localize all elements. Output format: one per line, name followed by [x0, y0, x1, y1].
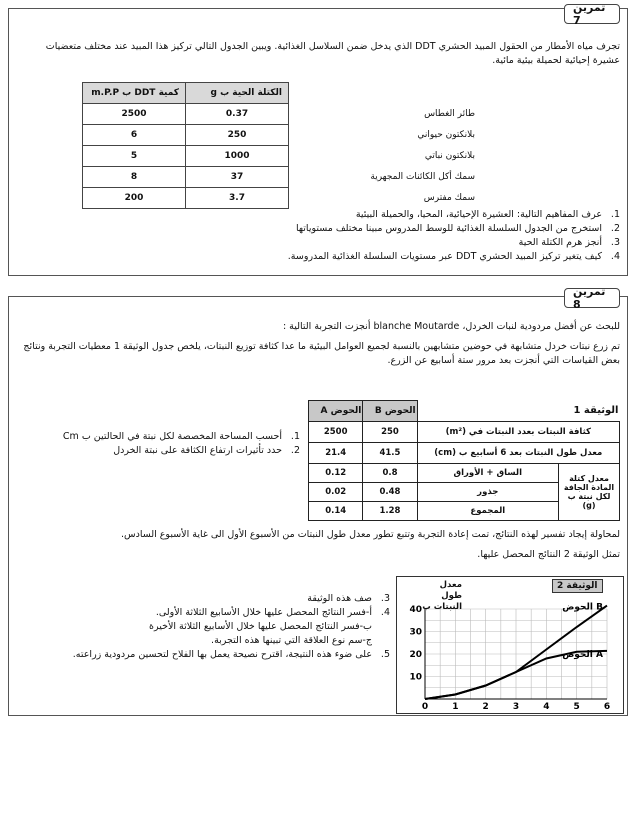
sub-row-label: المجموع [417, 502, 558, 521]
exercise-8-bottom-questions [20, 592, 390, 662]
y-tick-label: 10 [409, 672, 422, 683]
group-label: معدل كتلة المادة الجافة لكل نبتة ب (g) [559, 464, 620, 521]
header-organism [289, 83, 482, 104]
table-row [83, 188, 482, 209]
row-label: كثافة النبتات بعدد النبتات في (m²) [417, 422, 619, 443]
x-tick-label: 6 [603, 702, 611, 712]
table-row [83, 125, 482, 146]
doc1-col-b: الحوض B [363, 401, 417, 422]
question-item [20, 606, 390, 620]
document-1-table [308, 400, 620, 521]
x-tick-label: 1 [452, 702, 459, 712]
organism-cell: سمك مفترس [423, 193, 475, 203]
question-number: 3. [380, 593, 390, 604]
header-ddt: كمية DDT ب m.P.P [83, 83, 186, 104]
x-tick-label: 4 [543, 702, 550, 712]
question-text: ج-سم نوع العلاقة التي تبينها هذه التجربة. [211, 635, 372, 646]
question-text: استخرج من الجدول السلسلة الغذائية للوسط المدروس مبينا مختلف مستوياتها [296, 223, 602, 234]
question-text: ب-فسر النتائج المحصل عليها خلال الأسابيع الثلاثة الأخيرة [149, 621, 372, 632]
doc1-title: الوثيقة 1 [417, 401, 619, 422]
question-number: 4. [380, 607, 390, 618]
question-number: 1. [290, 431, 300, 442]
organism-cell: سمك أكل الكائنات المجهرية [370, 172, 475, 182]
question-item [40, 444, 300, 458]
mass-cell: 250 [186, 125, 289, 146]
question-number: 2. [290, 445, 300, 456]
question-text: أ-فسر النتائج المحصل عليها خلال الأسابيع الثلاثة الأولى. [155, 607, 372, 618]
header-mass: الكتلة الحية ب g [186, 83, 289, 104]
organism-cell: بلانكتون حيواني [417, 130, 475, 140]
question-number: 3. [610, 237, 620, 248]
y-tick-label: 40 [409, 605, 422, 615]
question-item [250, 208, 620, 222]
basin-a-cell: 2500 [309, 422, 363, 443]
basin-b-cell: 0.8 [363, 464, 417, 483]
row-label: معدل طول النبتات بعد 6 أسابيع ب (cm) [417, 443, 619, 464]
exercise-8-line3: لمحاولة إيجاد تفسير لهذه النتائج، تمت إعادة التجربة وتتبع تطور معدل طول النبتات من الأسبوع الأول الى غاية الأسبوع السادس. [120, 529, 620, 540]
exercise-8-line1: للبحث عن أفضل مردودية لنبات الخردل، blanche Moutarde أنجزت التجربة التالية : [282, 321, 620, 332]
table-row [83, 146, 482, 167]
doc2-ylabel: معدل طول النبتات ب [422, 580, 462, 612]
mass-cell: 3.7 [186, 188, 289, 209]
table-row [83, 167, 482, 188]
question-item [250, 250, 620, 264]
question-text: عرف المفاهيم التالية: العشيرة الإحيائية، المحيا، والحميلة البيئية [355, 209, 602, 220]
question-text: أحسب المساحة المخصصة لكل نبتة في الحالتين ب Cm [62, 431, 282, 442]
doc2-title: الوثيقة 2 [552, 579, 603, 593]
exercise-7-intro: تجرف مياه الأمطار من الحقول المبيد الحشري DDT الذي يدخل ضمن السلاسل الغذائية. ويبين الجدول التالي تركيز هذا المبيد عند مختلف متعضيات عشيرة إحيائية لحميلة بيئية مائية. [45, 41, 620, 66]
question-text: كيف يتغير تركيز المبيد الحشري DDT عبر مستويات السلسلة الغذائية المدروسة. [287, 251, 602, 262]
x-tick-label: 2 [482, 702, 489, 712]
ddt-table [82, 82, 481, 209]
basin-b-cell: 1.28 [363, 502, 417, 521]
ddt-cell: 8 [83, 167, 186, 188]
ddt-cell: 2500 [83, 104, 186, 125]
table-row [309, 464, 620, 483]
question-item [40, 430, 300, 444]
question-number: 4. [610, 251, 620, 262]
series-label: الحوض B [562, 602, 603, 613]
question-text: صف هذه الوثيقة [307, 593, 372, 604]
basin-b-cell: 41.5 [363, 443, 417, 464]
x-tick-label: 5 [573, 702, 580, 712]
sub-row-label: الساق + الأوراق [417, 464, 558, 483]
question-item [20, 634, 390, 648]
table-row [83, 104, 482, 125]
organism-cell: بلانكتون نباتي [424, 151, 475, 161]
basin-a-cell: 0.14 [309, 502, 363, 521]
question-number: 1. [610, 209, 620, 220]
x-tick-label: 0 [421, 702, 429, 712]
basin-b-cell: 0.48 [363, 483, 417, 502]
exercise-8-tag: تمرين 8 [564, 288, 620, 308]
exercise-7-tag: تمرين 7 [564, 4, 620, 24]
exercise-7-questions [250, 208, 620, 264]
question-number: 5. [380, 649, 390, 660]
ddt-cell: 6 [83, 125, 186, 146]
y-tick-label: 30 [409, 627, 422, 638]
exercise-8-line4: تمثل الوثيقة 2 النتائج المحصل عليها. [477, 549, 620, 560]
mass-cell: 0.37 [186, 104, 289, 125]
question-number [376, 634, 390, 648]
table-row [309, 422, 620, 443]
y-tick-label: 20 [409, 650, 422, 660]
ddt-cell: 200 [83, 188, 186, 209]
question-item [250, 222, 620, 236]
question-text: على ضوء هذه النتيجة، اقترح نصيحة يعمل بها الفلاح لتحسين مردودية زراعته. [72, 649, 372, 660]
ddt-cell: 5 [83, 146, 186, 167]
question-text: حدد تأثيرات ارتفاع الكثافة على نبتة الخردل [113, 445, 282, 456]
doc1-col-a: الحوض A [309, 401, 363, 422]
organism-cell: طائر الغطاس [424, 109, 475, 119]
table-row [309, 443, 620, 464]
x-tick-label: 3 [512, 702, 520, 712]
question-item [20, 648, 390, 662]
basin-a-cell: 21.4 [309, 443, 363, 464]
exercise-8-side-questions [40, 430, 300, 458]
question-number: 2. [610, 223, 620, 234]
mass-cell: 37 [186, 167, 289, 188]
sub-row-label: جذور [417, 483, 558, 502]
question-item [20, 592, 390, 606]
question-item [20, 620, 390, 634]
basin-b-cell: 250 [363, 422, 417, 443]
basin-a-cell: 0.12 [309, 464, 363, 483]
basin-a-cell: 0.02 [309, 483, 363, 502]
question-number [376, 620, 390, 634]
exercise-8-line2: تم زرع نبتات خردل متشابهة في حوضين متشابهين بالنسبة لجميع العوامل البيئية ما عدا كثافة توزيع النبتات، يلخص جدول الوثيقة 1 معطيات التجربة ونتائج بعض القياسات التي أنجزت بعد مرور ستة أسابيع عن الزرع. [23, 341, 620, 366]
mass-cell: 1000 [186, 146, 289, 167]
series-label: الحوض A [562, 649, 603, 660]
question-text: أنجز هرم الكتلة الحية [518, 237, 602, 248]
question-item [250, 236, 620, 250]
